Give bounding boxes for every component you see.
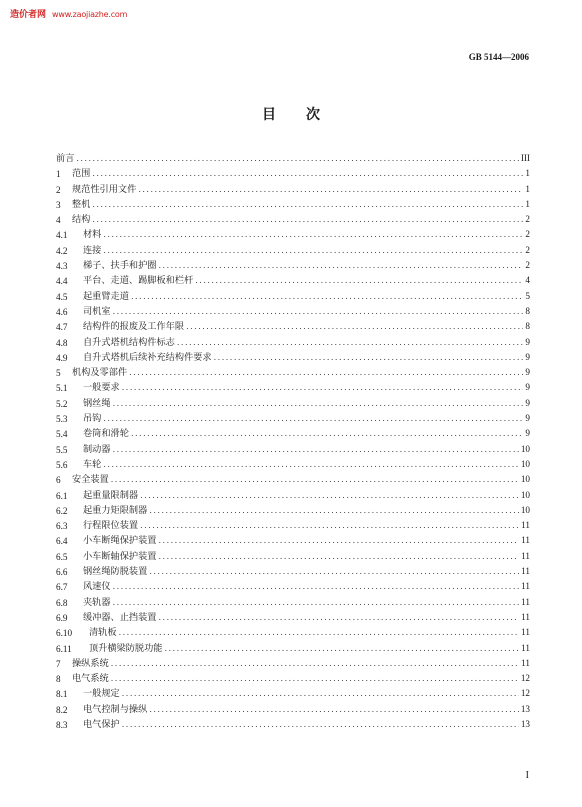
toc-entry-label: 卷筒和滑轮: [83, 428, 129, 440]
toc-entry-label: 起重力矩限制器: [83, 504, 148, 516]
toc-entry-label: 一般要求: [83, 382, 120, 394]
toc-entry-number: 4.7: [56, 322, 68, 333]
toc-entry-page: 9: [525, 397, 530, 408]
toc-entry-number: 5: [56, 368, 61, 379]
toc-entry[interactable]: [56, 458, 530, 473]
toc-entry[interactable]: [56, 672, 530, 687]
toc-entry-page: 1: [525, 183, 530, 194]
table-of-contents: [56, 152, 530, 733]
dot-leader: [92, 216, 523, 224]
toc-entry-label: 钢丝绳: [83, 397, 111, 409]
toc-entry-number: 6.6: [56, 567, 68, 578]
toc-entry[interactable]: [56, 519, 530, 534]
dot-leader: [122, 690, 519, 698]
dot-leader: [149, 507, 519, 515]
toc-entry-label: 钢丝绳防脱装置: [83, 566, 148, 578]
toc-entry[interactable]: [56, 427, 530, 442]
dot-leader: [159, 553, 520, 561]
toc-entry[interactable]: [56, 397, 530, 412]
toc-entry-label: 清轨板: [89, 627, 117, 639]
toc-entry[interactable]: [56, 580, 530, 595]
toc-entry[interactable]: [56, 198, 530, 213]
toc-entry-label: 范围: [72, 168, 91, 180]
toc-entry-number: 4.6: [56, 306, 68, 317]
toc-entry-page: 12: [520, 688, 530, 699]
toc-entry-label: 一般规定: [83, 688, 120, 700]
toc-entry-page: 11: [521, 657, 530, 668]
toc-entry-page: 9: [525, 336, 530, 347]
toc-entry[interactable]: [56, 718, 530, 733]
toc-entry-page: 10: [520, 489, 530, 500]
toc-entry[interactable]: [56, 642, 530, 657]
toc-entry-label: 整机: [72, 198, 91, 210]
toc-entry-page: III: [520, 153, 530, 163]
toc-entry-number: 6.5: [56, 551, 68, 562]
toc-entry-number: 6.7: [56, 582, 68, 593]
toc-entry-page: 11: [521, 596, 530, 607]
standard-code: GB 5144—2006: [468, 52, 529, 62]
toc-entry[interactable]: [56, 565, 530, 580]
dot-leader: [111, 476, 519, 484]
toc-entry-page: 1: [525, 198, 530, 209]
toc-entry-number: 5.2: [56, 398, 68, 409]
toc-entry-label: 起重量限制器: [83, 489, 139, 501]
toc-entry-label: 制动器: [83, 443, 111, 455]
toc-entry-number: 6.4: [56, 536, 68, 547]
toc-entry-label: 司机室: [83, 305, 111, 317]
dot-leader: [122, 384, 524, 392]
toc-entry-number: 6.11: [56, 643, 72, 654]
dot-leader: [92, 201, 523, 209]
dot-leader: [111, 675, 519, 683]
toc-entry-label: 连接: [83, 244, 102, 256]
toc-entry-label: 安全装置: [72, 474, 109, 486]
toc-entry-label: 机构及零部件: [72, 367, 128, 379]
toc-entry[interactable]: [56, 336, 530, 351]
toc-entry[interactable]: [56, 167, 530, 182]
toc-entry-number: 5.5: [56, 444, 68, 455]
dot-leader: [138, 186, 523, 194]
toc-entry-number: 4.2: [56, 245, 68, 256]
toc-entry-label: 小车断绳保护装置: [83, 535, 157, 547]
toc-entry-page: 1: [525, 168, 530, 179]
toc-entry[interactable]: [56, 489, 530, 504]
dot-leader: [113, 446, 519, 454]
dot-leader: [159, 262, 524, 270]
toc-entry-label: 小车断轴保护装置: [83, 550, 157, 562]
toc-entry-label: 平台、走道、踢脚板和栏杆: [83, 275, 194, 287]
toc-entry-number: 8.2: [56, 704, 68, 715]
toc-entry-page: 11: [521, 520, 530, 531]
toc-entry-page: 10: [520, 474, 530, 485]
dot-leader: [111, 660, 519, 668]
toc-entry-page: 2: [525, 214, 530, 225]
toc-entry-number: 6: [56, 475, 61, 486]
toc-entry-page: 9: [525, 413, 530, 424]
toc-entry[interactable]: [56, 657, 530, 672]
toc-entry[interactable]: [56, 351, 530, 366]
toc-entry[interactable]: [56, 534, 530, 549]
toc-entry-label: 顶升横梁防脱功能: [89, 642, 163, 654]
toc-entry-label: 车轮: [83, 458, 102, 470]
dot-leader: [214, 354, 524, 362]
toc-entry[interactable]: [56, 259, 530, 274]
watermark-text: 造价者网: [10, 10, 47, 20]
toc-entry-number: 8.1: [56, 689, 68, 700]
toc-entry-number: 5.3: [56, 414, 68, 425]
toc-entry[interactable]: [56, 274, 530, 289]
toc-entry-label: 夹轨器: [83, 596, 111, 608]
toc-entry-page: 13: [520, 703, 530, 714]
toc-entry-page: 4: [525, 275, 530, 286]
dot-leader: [165, 645, 520, 653]
toc-entry-label: 缓冲器、止挡装置: [83, 611, 157, 623]
toc-entry[interactable]: [56, 305, 530, 320]
toc-entry-number: 6.1: [56, 490, 68, 501]
dot-leader: [119, 629, 520, 637]
dot-leader: [113, 583, 520, 591]
toc-entry-number: 8.3: [56, 719, 68, 730]
toc-entry-number: 6.2: [56, 505, 68, 516]
toc-entry-page: 9: [525, 428, 530, 439]
toc-entry-number: 4.5: [56, 291, 68, 302]
toc-entry[interactable]: [56, 611, 530, 626]
toc-entry-label: 操纵系统: [72, 657, 109, 669]
dot-leader: [113, 308, 524, 316]
dot-leader: [149, 706, 519, 714]
toc-entry[interactable]: [56, 213, 530, 228]
toc-entry-number: 6.8: [56, 597, 68, 608]
toc-entry-page: 11: [521, 581, 530, 592]
page-number: I: [525, 770, 529, 781]
toc-entry-label: 规范性引用文件: [72, 183, 137, 195]
toc-entry-number: 4.4: [56, 276, 68, 287]
dot-leader: [159, 537, 520, 545]
toc-entry[interactable]: [56, 412, 530, 427]
toc-entry-label: 风速仪: [83, 581, 111, 593]
toc-entry-page: 10: [520, 443, 530, 454]
toc-entry-number: 3: [56, 199, 61, 210]
toc-entry-label: 电气保护: [83, 718, 120, 730]
toc-entry-number: 4.9: [56, 352, 68, 363]
toc-entry-page: 11: [521, 535, 530, 546]
dot-leader: [122, 721, 519, 729]
dot-leader: [103, 415, 523, 423]
dot-leader: [140, 492, 519, 500]
dot-leader: [159, 614, 520, 622]
toc-entry-page: 11: [521, 550, 530, 561]
toc-entry-page: 11: [521, 566, 530, 577]
toc-entry-number: 6.3: [56, 521, 68, 532]
toc-entry[interactable]: [56, 366, 530, 381]
toc-entry[interactable]: [56, 381, 530, 396]
toc-entry-number: 5.1: [56, 383, 68, 394]
dot-leader: [140, 522, 519, 530]
toc-entry-page: 5: [525, 290, 530, 301]
toc-entry-page: 2: [525, 244, 530, 255]
toc-entry-label: 结构件的报废及工作年限: [83, 321, 185, 333]
toc-entry-number: 4.8: [56, 337, 68, 348]
toc-entry-number: 8: [56, 674, 61, 685]
dot-leader: [113, 599, 520, 607]
toc-entry-label: 电气系统: [72, 673, 109, 685]
page-title: 目次: [262, 107, 350, 123]
toc-entry[interactable]: [56, 550, 530, 565]
toc-entry-label: 前言: [56, 153, 75, 164]
dot-leader: [103, 461, 518, 469]
dot-leader: [103, 231, 523, 239]
dot-leader: [92, 170, 523, 178]
toc-entry-number: 6.10: [56, 628, 73, 639]
toc-entry[interactable]: [56, 473, 530, 488]
toc-entry-label: 材料: [83, 229, 102, 241]
dot-leader: [113, 400, 524, 408]
toc-entry-label: 电气控制与操纵: [83, 703, 148, 715]
dot-leader: [195, 277, 523, 285]
toc-entry-label: 自升式塔机结构件标志: [83, 336, 175, 348]
toc-entry-page: 2: [525, 229, 530, 240]
toc-entry-page: 8: [525, 305, 530, 316]
toc-entry-number: 6.9: [56, 612, 68, 623]
toc-entry-number: 4.1: [56, 230, 68, 241]
toc-entry-page: 11: [521, 642, 530, 653]
toc-entry-page: 9: [525, 367, 530, 378]
toc-entry-number: 4.3: [56, 261, 68, 272]
toc-entry-label: 结构: [72, 214, 91, 226]
toc-entry-page: 2: [525, 260, 530, 271]
dot-leader: [186, 323, 523, 331]
dot-leader: [129, 369, 523, 377]
toc-entry-label: 自升式塔机后续补充结构件要求: [83, 351, 212, 363]
toc-entry-label: 行程限位装置: [83, 520, 139, 532]
toc-entry[interactable]: [56, 504, 530, 519]
toc-entry-page: 9: [525, 382, 530, 393]
watermark: [10, 7, 127, 20]
toc-entry-page: 13: [520, 718, 530, 729]
dot-leader: [149, 568, 519, 576]
toc-entry-page: 10: [520, 504, 530, 515]
toc-entry-page: 8: [525, 321, 530, 332]
watermark-url: www.zaojiazhe.com: [52, 10, 128, 19]
toc-entry[interactable]: [56, 290, 530, 305]
toc-entry[interactable]: [56, 596, 530, 611]
toc-entry[interactable]: [56, 320, 530, 335]
dot-leader: [103, 247, 523, 255]
toc-entry[interactable]: [56, 703, 530, 718]
toc-entry-number: 1: [56, 169, 61, 180]
toc-entry-label: 起重臂走道: [83, 290, 129, 302]
toc-entry[interactable]: [56, 244, 530, 259]
toc-entry[interactable]: [56, 228, 530, 243]
toc-entry-number: 4: [56, 215, 61, 226]
dot-leader: [131, 293, 523, 301]
toc-entry[interactable]: [56, 152, 530, 167]
toc-entry-page: 9: [525, 351, 530, 362]
dot-leader: [131, 430, 523, 438]
toc-entry-number: 7: [56, 658, 61, 669]
toc-entry-page: 11: [521, 611, 530, 622]
dot-leader: [177, 339, 524, 347]
toc-entry-page: 10: [520, 458, 530, 469]
dot-leader: [76, 155, 518, 163]
toc-entry[interactable]: [56, 687, 530, 702]
toc-entry-label: 梯子、扶手和护圈: [83, 260, 157, 272]
toc-entry[interactable]: [56, 183, 530, 198]
toc-entry-number: 2: [56, 184, 61, 195]
toc-entry-page: 11: [521, 627, 530, 638]
toc-entry-number: 5.6: [56, 459, 68, 470]
toc-entry[interactable]: [56, 626, 530, 641]
toc-entry-label: 吊钩: [83, 413, 102, 425]
toc-entry-number: 5.4: [56, 429, 68, 440]
toc-entry-page: 12: [520, 673, 530, 684]
toc-entry[interactable]: [56, 443, 530, 458]
